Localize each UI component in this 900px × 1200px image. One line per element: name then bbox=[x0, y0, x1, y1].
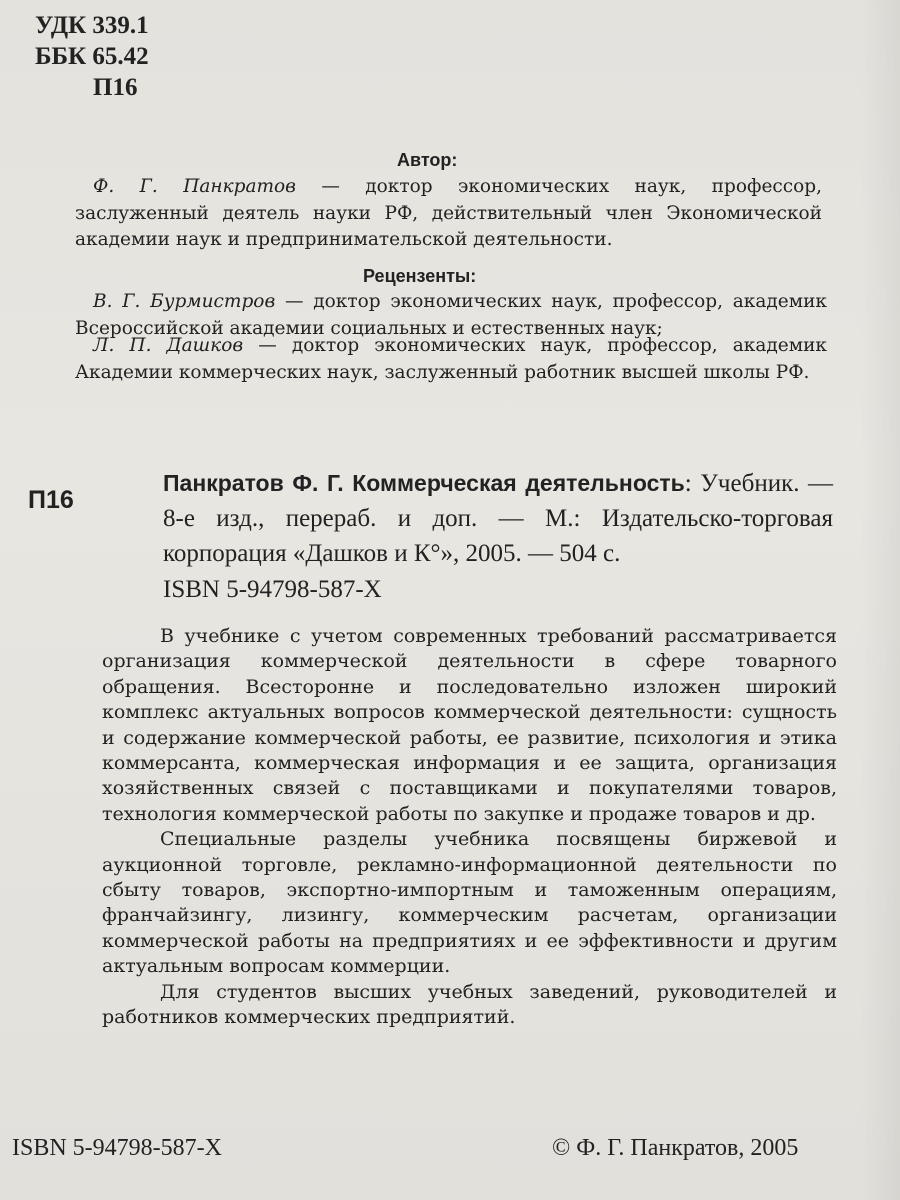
bibliographic-entry bbox=[163, 466, 833, 571]
entry-classmark: П16 bbox=[28, 486, 74, 514]
udk-code: УДК 339.1 bbox=[35, 12, 149, 39]
author-heading: Автор: bbox=[397, 150, 458, 170]
reviewer-name: Л. П. Дашков bbox=[93, 335, 244, 356]
reviewer-description: — доктор экономических наук, профессор, академик Академии коммерческих наук, заслуженный работник высшей школы РФ. bbox=[75, 335, 827, 383]
entry-isbn: ISBN 5-94798-587-X bbox=[163, 576, 382, 603]
bbk-code: ББК 65.42 bbox=[35, 43, 149, 70]
abstract bbox=[102, 624, 837, 1031]
reviewer-name: В. Г. Бурмистров bbox=[93, 291, 276, 312]
author-name: Ф. Г. Панкратов bbox=[93, 176, 296, 197]
entry-title: Панкратов Ф. Г. Коммерческая деятельность bbox=[163, 470, 685, 496]
author-description: — доктор экономических наук, профессор, заслуженный деятель науки РФ, действительный член Экономической академии наук и предпринимательской деятельности. bbox=[75, 176, 822, 250]
footer-copyright: © Ф. Г. Панкратов, 2005 bbox=[552, 1135, 799, 1161]
entry-details: : Учебник. — 8-е изд., перераб. и доп. — М.: Издательско-торговая корпорация «Дашков и К°», 2005. — 504 с. bbox=[163, 470, 833, 567]
page-edge-shadow bbox=[860, 0, 900, 1200]
reviewer-paragraph bbox=[75, 333, 827, 386]
abstract-paragraph: Для студентов высших учебных заведений, руководителей и работников коммерческих предприятий. bbox=[102, 980, 837, 1029]
abstract-paragraph: Специальные разделы учебника посвящены биржевой и аукционной торговле, рекламно-информационной деятельности по сбыту товаров, экспортно-импортным и таможенным операциям, франчайзингу, лизингу, коммерческим расчетам, организации коммерческой работы на предприятиях и ее эффективности и другим актуальным вопросам коммерции. bbox=[102, 828, 837, 978]
classification-codes bbox=[35, 10, 149, 103]
abstract-paragraph: В учебнике с учетом современных требований рассматривается организация коммерческой деятельности в сфере товарного обращения. Всесторонне и последовательно изложен широкий комплекс актуальных вопросов коммерческой деятельности: сущность и содержание коммерческой работы, ее развитие, психология и этика коммерсанта, коммерческая информация и ее защита, организация хозяйственных связей с поставщиками и покупателями товаров, технология коммерческой работы по закупке и продаже товаров и др. bbox=[102, 625, 837, 825]
reviewer-description: — доктор экономических наук, профессор, академик Всероссийской академии социальных и естественных наук; bbox=[75, 291, 827, 339]
author-paragraph bbox=[75, 174, 822, 254]
footer-isbn: ISBN 5-94798-587-X bbox=[12, 1135, 222, 1161]
classmark-code: П16 bbox=[93, 74, 138, 101]
reviewers-heading: Рецензенты: bbox=[363, 266, 477, 286]
